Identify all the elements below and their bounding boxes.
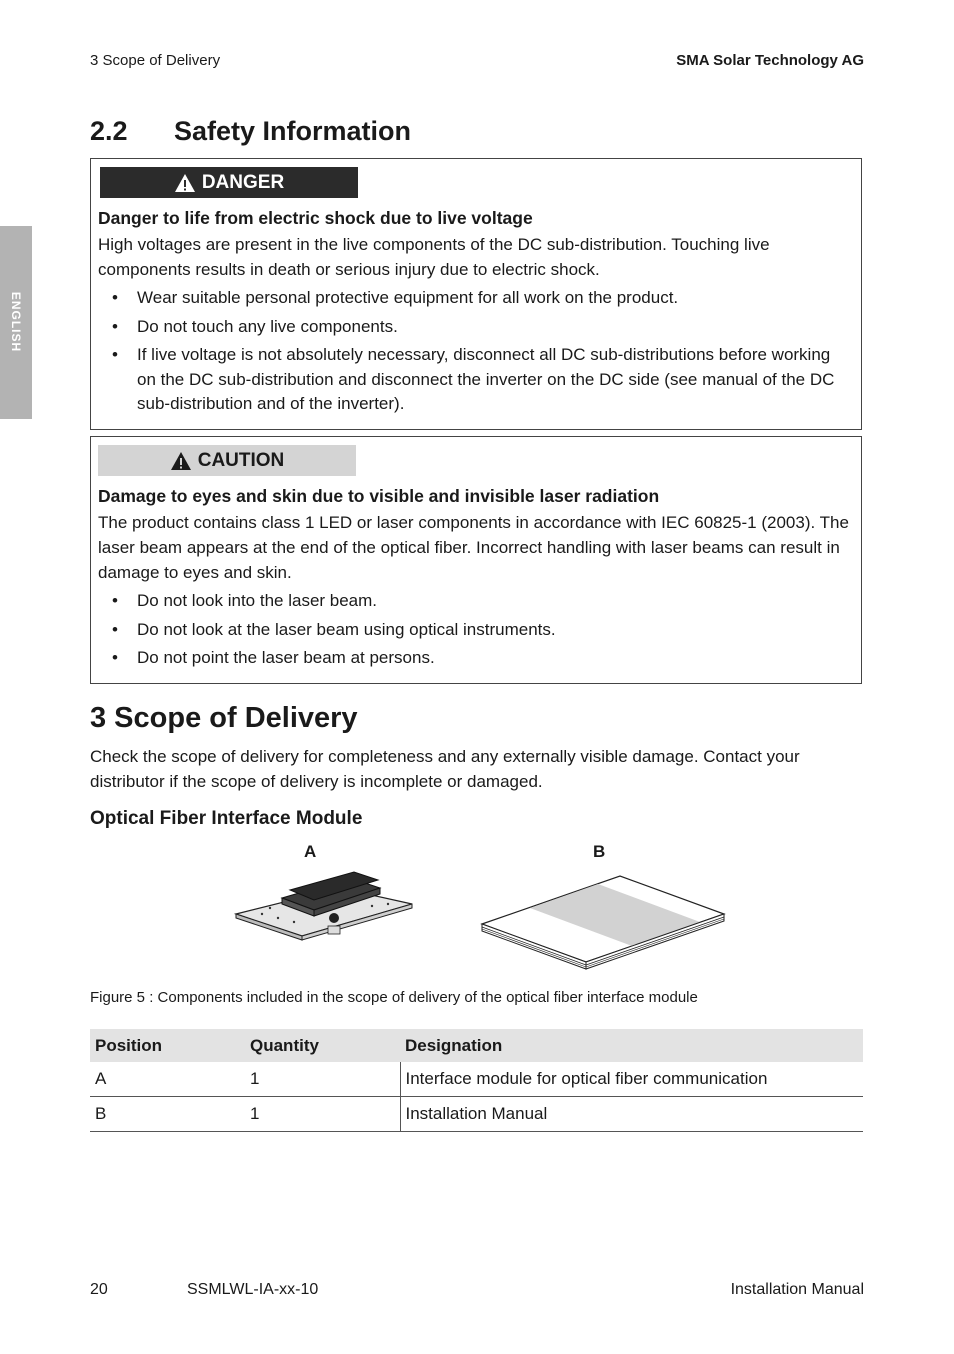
- list-item: • Do not point the laser beam at persons.: [98, 646, 849, 671]
- danger-signal-label: DANGER: [201, 171, 285, 193]
- table-header-cell: Position: [90, 1029, 245, 1062]
- installation-manual-illustration: [478, 870, 728, 972]
- list-item: • Wear suitable personal protective equipment for all work on the product.: [98, 286, 849, 311]
- table-cell: Interface module for optical fiber communication: [400, 1062, 863, 1097]
- table-header-cell: Quantity: [245, 1029, 400, 1062]
- delivery-table: [90, 1029, 863, 1132]
- module-subheading: Optical Fiber Interface Module: [90, 808, 363, 829]
- table-cell: 1: [245, 1097, 400, 1132]
- footer-doc-type: Installation Manual: [730, 1281, 864, 1298]
- table-cell: B: [90, 1097, 245, 1132]
- warning-triangle-icon: [174, 173, 196, 193]
- footer-doc-code: SSMLWL-IA-xx-10: [187, 1281, 319, 1298]
- table-row: [90, 1062, 863, 1097]
- language-tab-label: ENGLISH: [9, 291, 23, 353]
- caution-signal: [98, 445, 356, 476]
- section-2-2-heading: [90, 116, 411, 147]
- figure-label-a: A: [304, 842, 317, 861]
- interface-module-illustration: [232, 864, 416, 944]
- table-header-cell: Designation: [400, 1029, 863, 1062]
- list-item: • Do not touch any live components.: [98, 315, 849, 340]
- danger-box: [90, 158, 862, 430]
- header-section: 3 Scope of Delivery: [90, 52, 221, 69]
- caution-text: The product contains class 1 LED or laser components in accordance with IEC 60825-1 (2003). The laser beam appears at the end of the optical fiber. Incorrect handling with laser beams can result in damage to eyes and skin.: [98, 513, 849, 582]
- header-company: SMA Solar Technology AG: [676, 52, 864, 69]
- warning-triangle-icon: [170, 451, 192, 471]
- caution-title: Damage to eyes and skin due to visible and invisible laser radiation: [98, 486, 660, 506]
- section-2-2-title: Safety Information: [174, 116, 412, 146]
- caution-box: [90, 436, 862, 684]
- section-3-heading: 3 Scope of Delivery: [90, 702, 358, 734]
- table-cell: 1: [245, 1062, 400, 1097]
- figure-caption: Figure 5 : Components included in the scope of delivery of the optical fiber interface module: [90, 989, 698, 1006]
- danger-signal: [100, 167, 358, 198]
- danger-text: High voltages are present in the live components of the DC sub-distribution. Touching live components results in death or serious injury due to electric shock.: [98, 235, 770, 279]
- list-item: • Do not look at the laser beam using optical instruments.: [98, 618, 849, 643]
- section-2-2-number: 2.2: [90, 116, 128, 146]
- caution-list: [98, 589, 849, 671]
- danger-list: [98, 286, 849, 417]
- table-row: [90, 1097, 863, 1132]
- list-item: • If live voltage is not absolutely necessary, disconnect all DC sub-distributions before working on the DC sub-distribution and disconnect the inverter on the DC side (see manual of the DC sub-distribution and of the inverter).: [98, 343, 849, 417]
- list-item: • Do not look into the laser beam.: [98, 589, 849, 614]
- footer-page-number: 20: [90, 1281, 108, 1298]
- figure-label-b: B: [593, 842, 606, 861]
- caution-signal-label: CAUTION: [197, 449, 285, 471]
- table-cell: Installation Manual: [400, 1097, 863, 1132]
- section-3-intro: Check the scope of delivery for completeness and any externally visible damage. Contact your distributor if the scope of delivery is incomplete or damaged.: [90, 747, 800, 791]
- table-cell: A: [90, 1062, 245, 1097]
- danger-title: Danger to life from electric shock due to live voltage: [98, 208, 533, 228]
- table-header-row: [90, 1029, 863, 1062]
- language-tab: [0, 226, 32, 419]
